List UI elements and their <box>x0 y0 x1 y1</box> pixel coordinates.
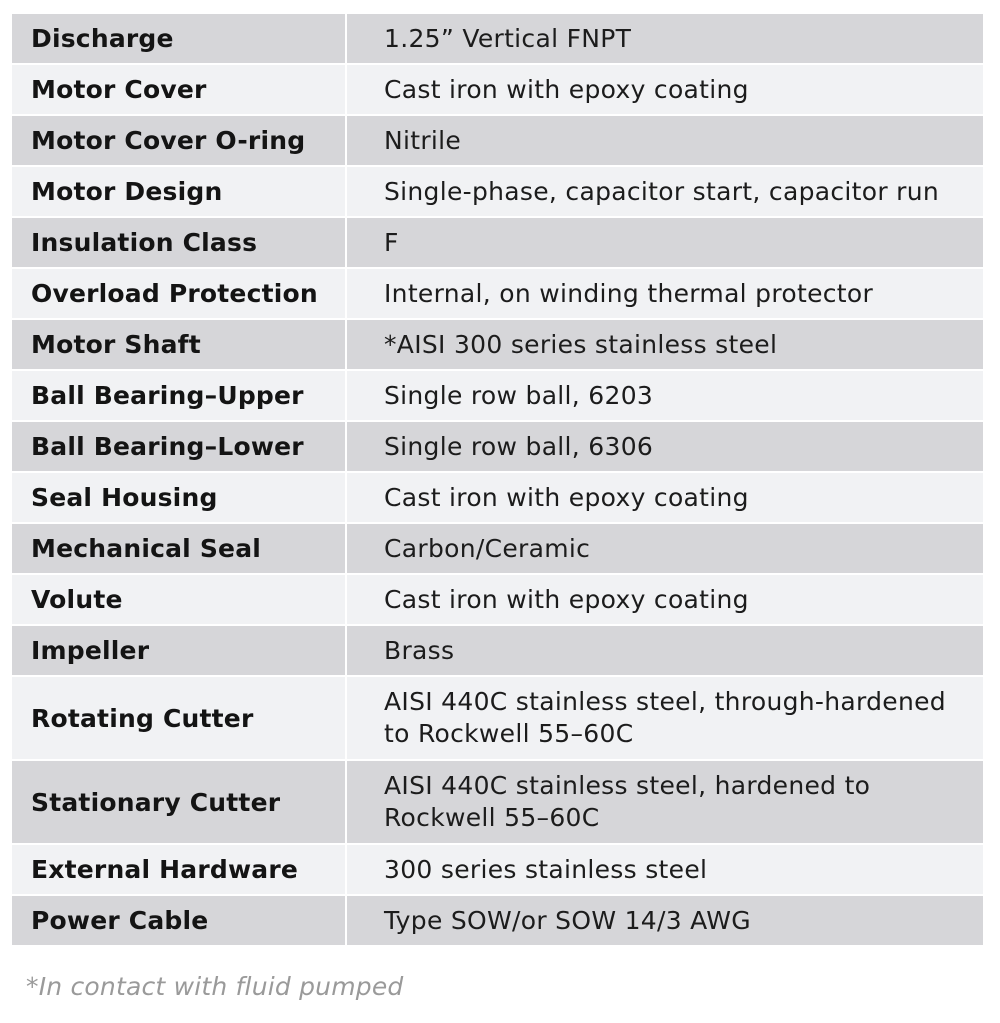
spec-label: Motor Shaft <box>12 320 347 369</box>
spec-value: 1.25” Vertical FNPT <box>384 23 632 53</box>
spec-row-insulation-class <box>12 216 983 267</box>
spec-label: Discharge <box>12 14 347 63</box>
spec-row-ball-bearing-lower <box>12 420 983 471</box>
spec-row-motor-cover <box>12 63 983 114</box>
spec-row-impeller <box>12 624 983 675</box>
spec-row-motor-design <box>12 165 983 216</box>
spec-label: Motor Design <box>12 167 347 216</box>
spec-row-ball-bearing-upper <box>12 369 983 420</box>
spec-value: Single-phase, capacitor start, capacitor run <box>384 176 940 206</box>
spec-label: Ball Bearing–Lower <box>12 422 347 471</box>
spec-label: External Hardware <box>12 845 347 894</box>
spec-label: Motor Cover O-ring <box>12 116 347 165</box>
spec-value: Nitrile <box>384 125 462 155</box>
spec-value: *AISI 300 series stainless steel <box>384 329 778 359</box>
spec-value: AISI 440C stainless steel, hardened to Rockwell 55–60C <box>384 771 871 832</box>
spec-label: Power Cable <box>12 896 347 945</box>
spec-value: Cast iron with epoxy coating <box>384 482 749 512</box>
footnote: *In contact with fluid pumped <box>26 972 404 1001</box>
spec-value: Carbon/Ceramic <box>384 533 591 563</box>
spec-row-mechanical-seal <box>12 522 983 573</box>
spec-row-motor-shaft <box>12 318 983 369</box>
spec-value: Cast iron with epoxy coating <box>384 74 749 104</box>
spec-value: Single row ball, 6306 <box>384 431 654 461</box>
spec-row-discharge <box>12 14 983 63</box>
spec-value: 300 series stainless steel <box>384 854 708 884</box>
spec-row-rotating-cutter <box>12 675 983 759</box>
spec-label: Mechanical Seal <box>12 524 347 573</box>
spec-row-power-cable <box>12 894 983 945</box>
spec-row-stationary-cutter <box>12 759 983 843</box>
spec-label: Seal Housing <box>12 473 347 522</box>
spec-label: Volute <box>12 575 347 624</box>
spec-label: Motor Cover <box>12 65 347 114</box>
spec-value: Brass <box>384 635 455 665</box>
spec-value: Cast iron with epoxy coating <box>384 584 749 614</box>
spec-row-external-hardware <box>12 843 983 894</box>
spec-label: Rotating Cutter <box>12 677 347 759</box>
spec-label: Stationary Cutter <box>12 761 347 843</box>
spec-label: Overload Protection <box>12 269 347 318</box>
spec-row-volute <box>12 573 983 624</box>
spec-value: F <box>384 227 399 257</box>
spec-label: Ball Bearing–Upper <box>12 371 347 420</box>
spec-label: Impeller <box>12 626 347 675</box>
spec-value: AISI 440C stainless steel, through-hardened to Rockwell 55–60C <box>384 687 946 748</box>
spec-table <box>12 14 983 945</box>
spec-value: Type SOW/or SOW 14/3 AWG <box>384 905 751 935</box>
spec-row-seal-housing <box>12 471 983 522</box>
spec-row-overload-protection <box>12 267 983 318</box>
spec-label: Insulation Class <box>12 218 347 267</box>
spec-row-motor-cover-o-ring <box>12 114 983 165</box>
spec-value: Single row ball, 6203 <box>384 380 654 410</box>
spec-value: Internal, on winding thermal protector <box>384 278 874 308</box>
